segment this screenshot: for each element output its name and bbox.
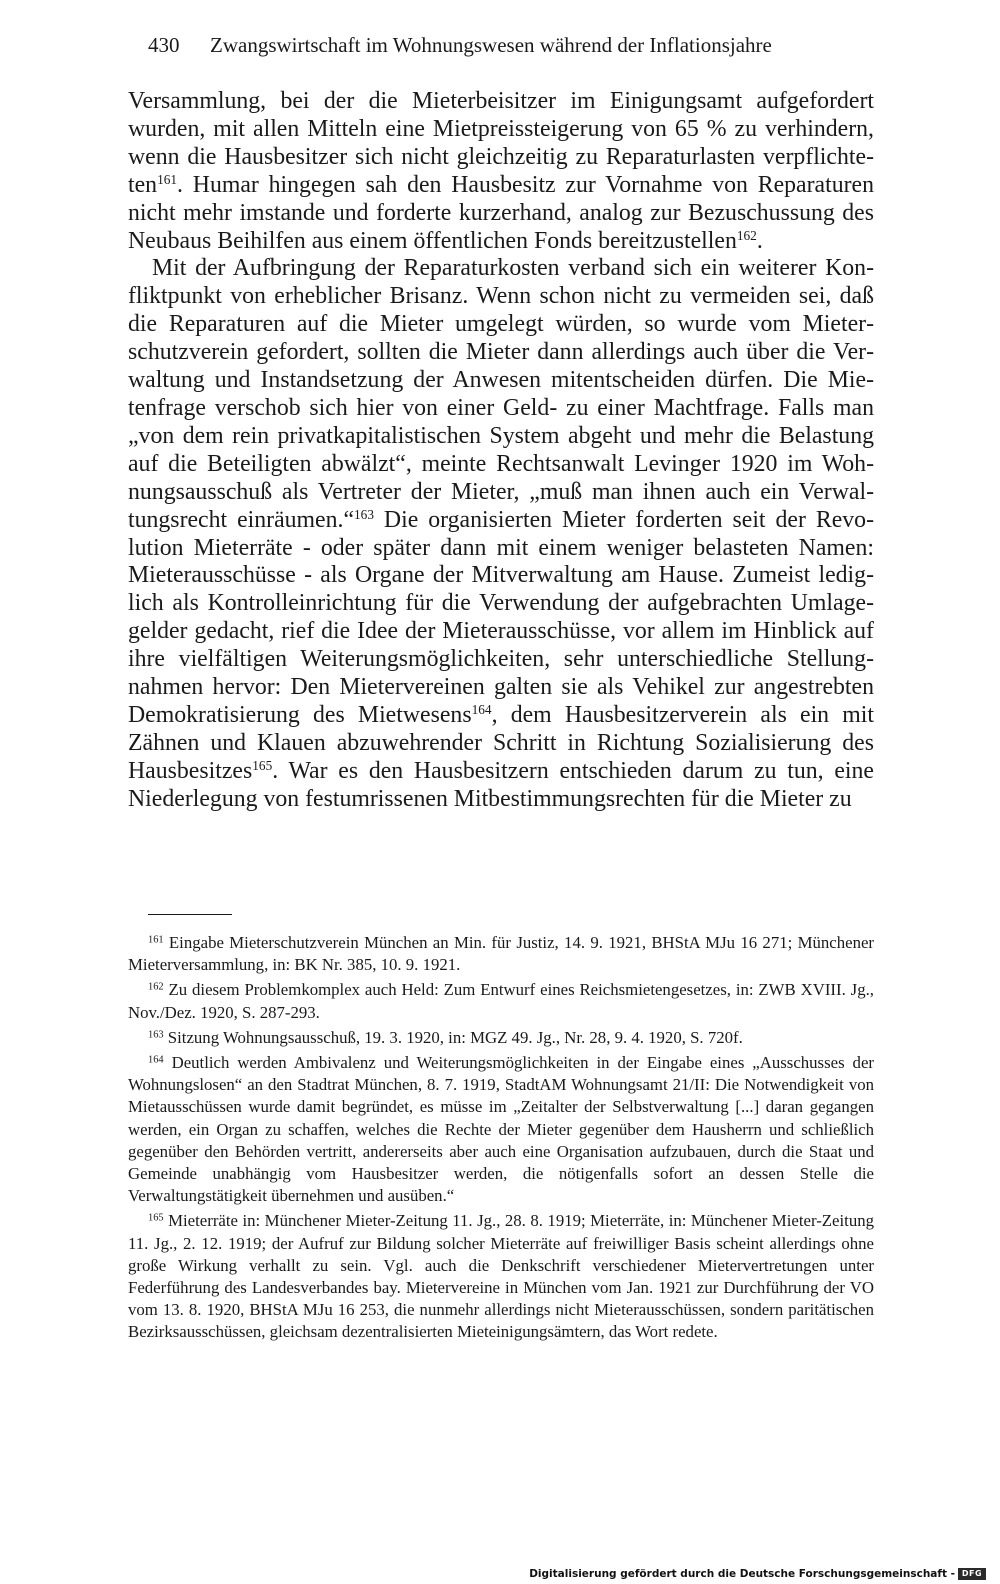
footnote-separator — [148, 914, 232, 915]
dfg-logo-icon: DFG — [958, 1568, 986, 1580]
footnote-ref[interactable]: 163 — [354, 506, 374, 522]
footnote-number: 161 — [148, 934, 164, 946]
footnote-number: 162 — [148, 981, 164, 993]
footnotes — [128, 932, 874, 1347]
footnote-ref[interactable]: 164 — [471, 701, 492, 717]
footnote: $^{164}$ Deutlich werden Ambivalenz und Weiterungsmöglichkeiten in der Eingabe eines „Ausschusses der Wohnungslosen“ an den Stadtrat München, 8. 7. 1919, StadtAM Wohnungsamt 21/II: Die Notwendigkeit von Mietausschüssen wurde damit begründet, es müsse im „Zeitalter der Selbstverwaltung [...] daran gegangen werden, ein Organ zu schaffen, welches die Rechte der Mieter gegenüber dem Hausherrn und schließlich gegenüber den Behörden vertritt, andererseits aber auch eine Organisation aufzubauen, durch die Staat und Gemeinde unabhängig vom Hausbesitzer werden, die nötigenfalls sofort an dessen Stelle die Verwaltungstätigkeit übernehmen und ausüben.“ — [128, 1053, 874, 1206]
footnote: $^{161}$ Eingabe Mieterschutzverein München an Min. für Justiz, 14. 9. 1921, BHStA MJu 16 271; Münchener Mieterversammlung, in: BK Nr. 385, 10. 9. 1921. — [128, 933, 874, 975]
footnote-ref[interactable]: 161 — [157, 171, 178, 187]
running-title: Zwangswirtschaft im Wohnungswesen während der Inflationsjahre — [210, 33, 772, 57]
paragraph: Versammlung, bei der die Mieterbeisitzer im Einigungsamt aufgefordert wurden, mit allen Mitteln eine Mietpreissteigerung von 65 % zu verhindern, wenn die Hausbesitzer sich nicht gleichzeitig zu Reparaturlasten verpflichteten$^{161}$. Humar hingegen sah den Hausbesitz zur Vornahme von Reparaturen nicht mehr imstande und forderte kurzerhand, analog zur Bezuschussung des Neubaus Beihilfen aus einem öffentlichen Fonds bereitzustellen$^{162}$. — [128, 88, 874, 254]
footnote: $^{165}$ Mieterräte in: Münchener Mieter-Zeitung 11. Jg., 28. 8. 1919; Mieterräte, in: Münchener Mieter-Zeitung 11. Jg., 2. 12. 1919; der Aufruf zur Bildung solcher Mieterräte auf freiwilliger Basis scheint allerdings ohne große Wirkung verhallt zu sein. Vgl. auch die Denkschrift verschiedener Mietervertretungen unter Federführung des Landesverbandes bay. Mietervereine in München vom Jan. 1921 zur Durchführung der VO vom 13. 8. 1920, BHStA MJu 16 253, die nunmehr allerdings nicht Mieterausschüssen, sondern paritätischen Bezirksausschüssen, gleichsam dezentralisierten Mieteinigungsämtern, das Wort redete. — [128, 1211, 874, 1342]
credit-text: Digitalisierung gefördert durch die Deutsche Forschungsgemeinschaft - — [529, 1568, 955, 1580]
footnote: $^{162}$ Zu diesem Problemkomplex auch Held: Zum Entwurf eines Reichsmietengesetzes, in: ZWB XVIII. Jg., Nov./Dez. 1920, S. 287-293. — [128, 980, 874, 1022]
footnote-number: 164 — [148, 1054, 164, 1066]
footnote-ref[interactable]: 162 — [736, 227, 757, 243]
footnote-ref[interactable]: 165 — [252, 757, 273, 773]
paragraph: Mit der Aufbringung der Reparaturkosten verband sich ein weiterer Konfliktpunkt von erheblicher Brisanz. Wenn schon nicht zu vermeiden sei, daß die Reparaturen auf die Mieter umgelegt würden, so wurde vom Mieterschutzverein gefordert, sollten die Mieter dann allerdings auch über die Verwaltung und Instandsetzung der Anwesen mitentscheiden dürfen. Die Mietenfrage verschob sich hier von einer Geld- zu einer Machtfrage. Falls man „von dem rein privatkapitalistischen System abgeht und mehr die Belastung auf die Beteiligten abwälzt“, meinte Rechtsanwalt Levinger 1920 im Wohnungsausschuß als Vertreter der Mieter, „muß man ihnen auch ein Verwaltungsrecht einräumen.“$^{163}$ Die organisierten Mieter forderten seit der Revolution Mieterräte - oder später dann mit einem weniger belasteten Namen: Mieterausschüsse - als Organe der Mitverwaltung am Hause. Zumeist lediglich als Kontrolleinrichtung für die Verwendung der aufgebrachten Umlagegelder gedacht, rief die Idee der Mieterausschüsse, vor allem im Hinblick auf ihre vielfältigen Weiterungsmöglichkeiten, sehr unterschiedliche Stellungnahmen hervor: Den Mietervereinen galten sie als Vehikel zur angestrebten Demokratisierung des Mietwesens$^{164}$, dem Hausbesitzerverein als ein mit Zähnen und Klauen abzuwehrender Schritt in Richtung Sozialisierung des Hausbesitzes$^{165}$. War es den Hausbesitzern entschieden darum zu tun, eine Niederlegung von festumrissenen Mitbestimmungsrechten für die Mieter zu — [128, 255, 874, 812]
footnote-number: 165 — [148, 1212, 164, 1224]
digitization-credit — [529, 1568, 986, 1580]
footnote-number: 163 — [148, 1029, 164, 1041]
main-text — [128, 88, 874, 814]
running-header — [148, 30, 888, 60]
footnote: $^{163}$ Sitzung Wohnungsausschuß, 19. 3. 1920, in: MGZ 49. Jg., Nr. 28, 9. 4. 1920, S. 720f. — [148, 1027, 743, 1047]
page-number: 430 — [148, 33, 180, 57]
